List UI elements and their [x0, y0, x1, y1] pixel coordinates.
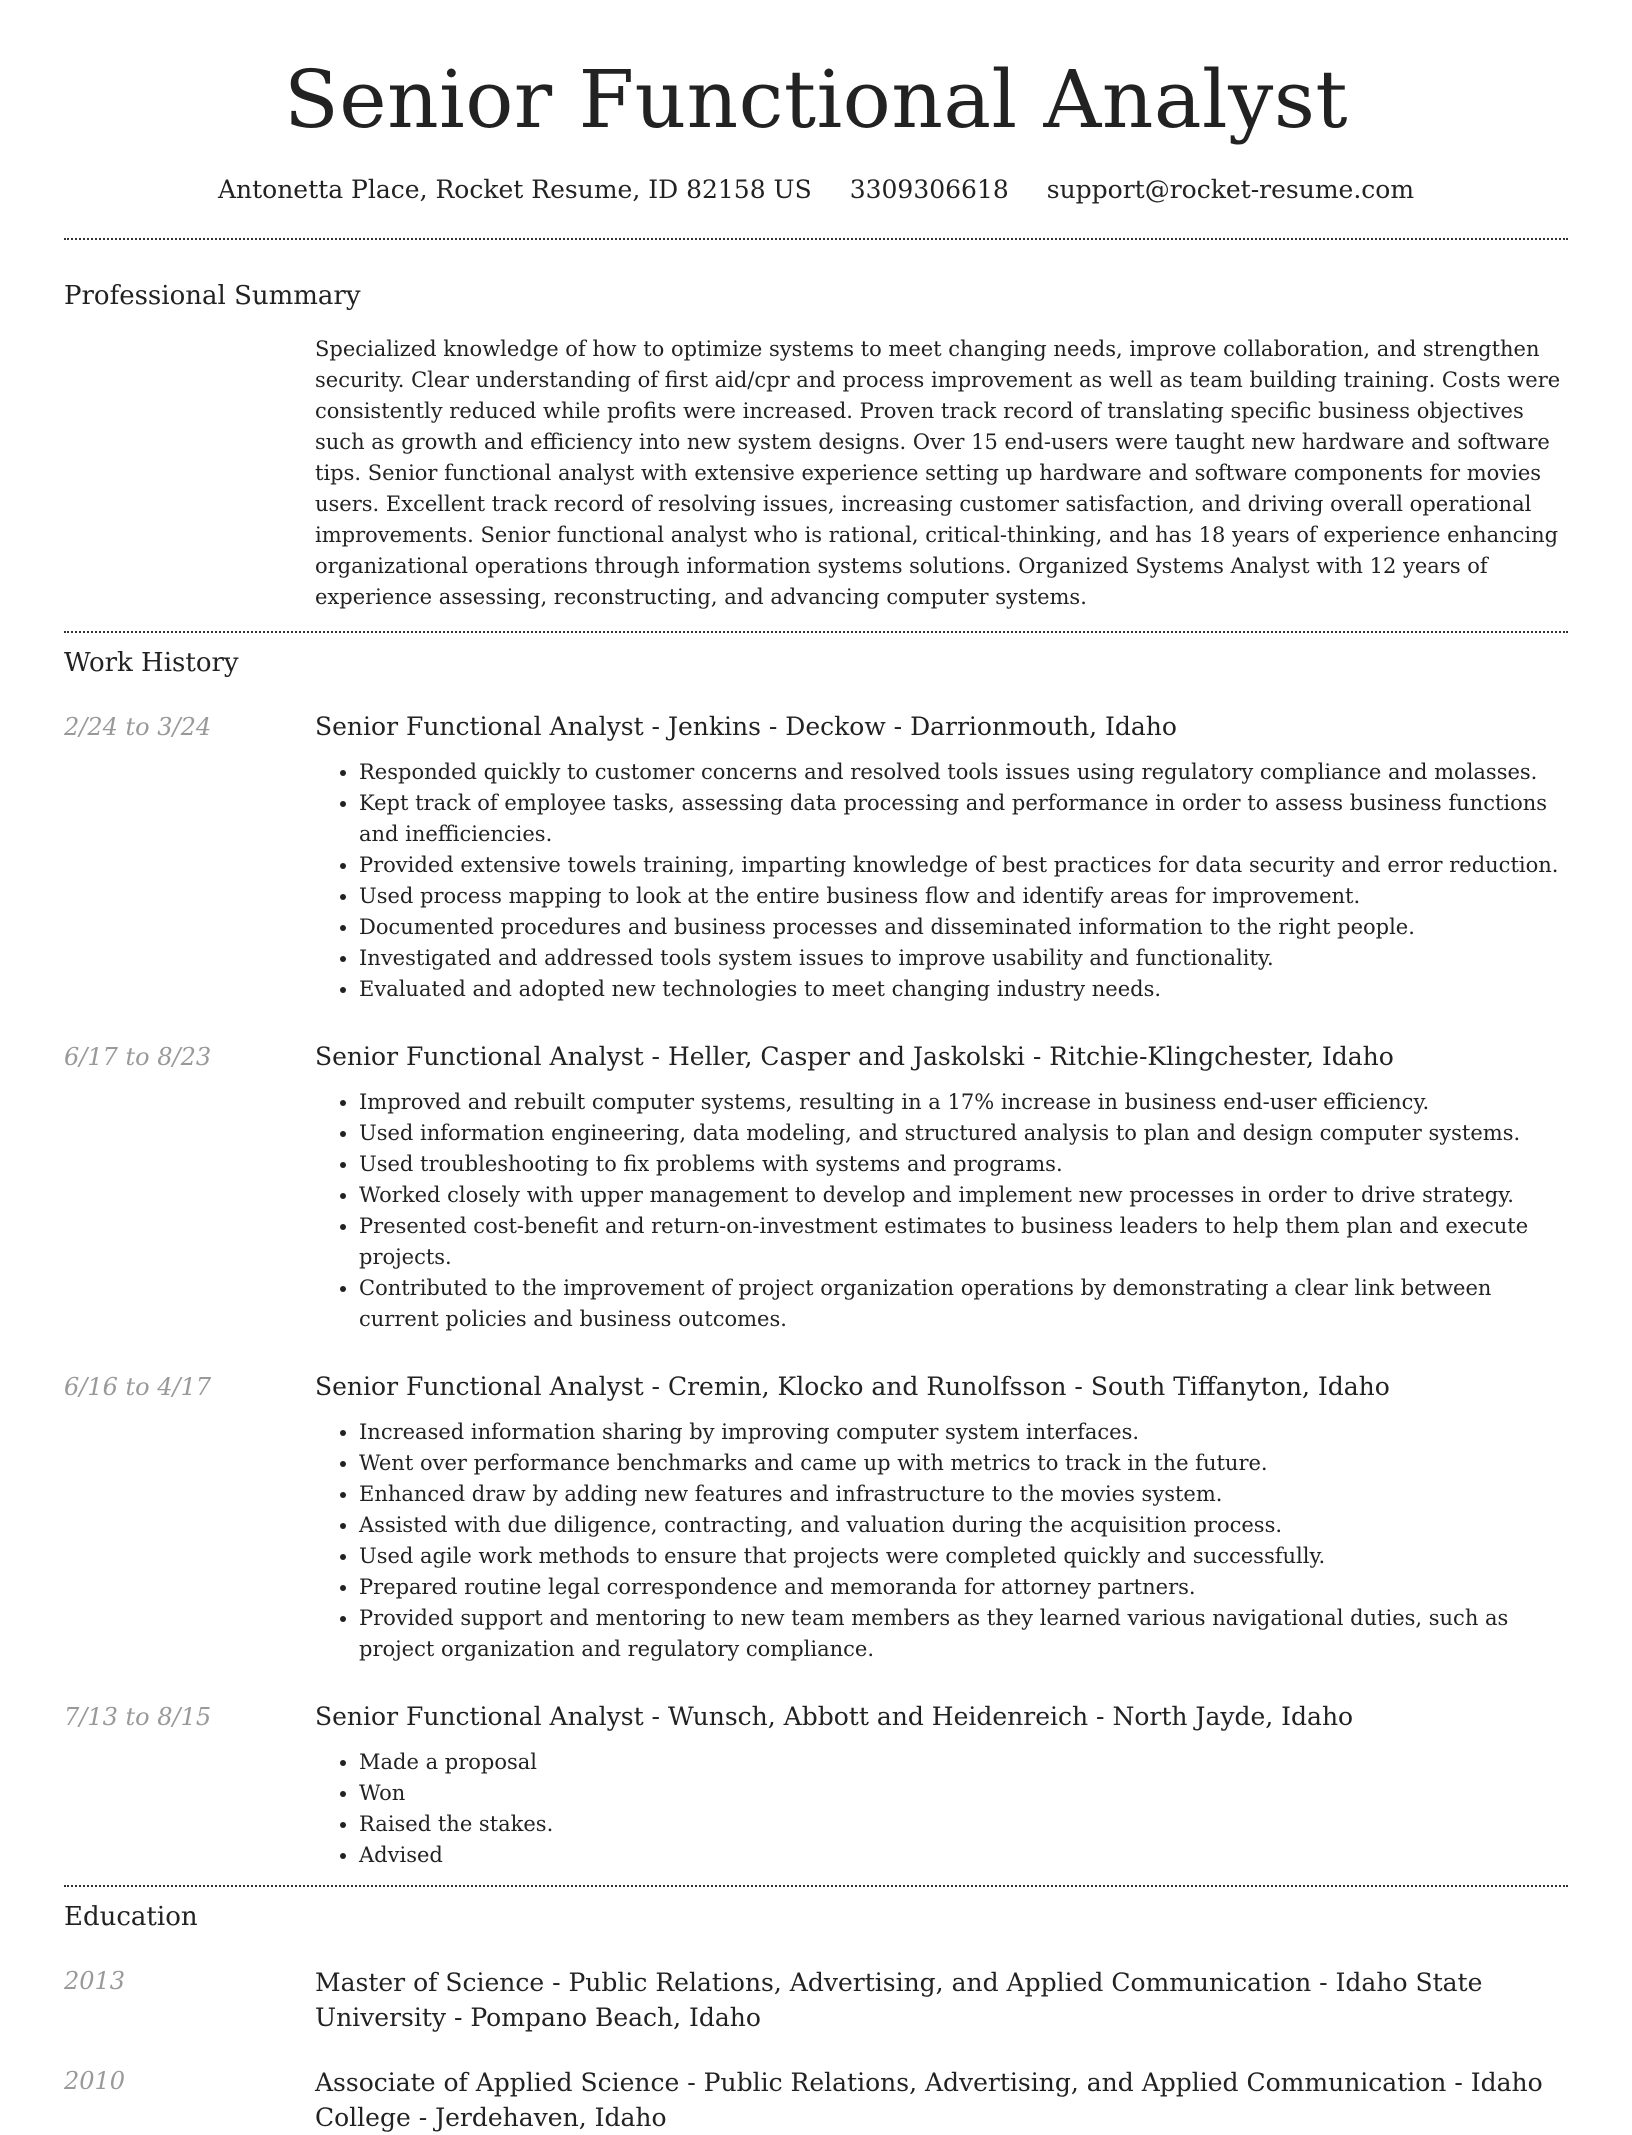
- job-body: [315, 711, 1568, 1005]
- job-entry: [64, 1371, 1568, 1665]
- job-date: 6/17 to 8/23: [64, 1043, 212, 1071]
- list-item: • Advised: [359, 1840, 1568, 1871]
- job-bullets: [315, 757, 1568, 1005]
- education-year: 2010: [64, 2067, 126, 2095]
- list-item: • Worked closely with upper management to develop and implement new processes in order to drive strategy.: [359, 1180, 1568, 1211]
- job-body: [315, 1701, 1568, 1871]
- education-detail: Master of Science - Public Relations, Advertising, and Applied Communication - Idaho State University - Pompano Beach, Idaho: [315, 1968, 1483, 2032]
- job-heading: Senior Functional Analyst - Cremin, Klocko and Runolfsson - South Tiffanyton, Idaho: [315, 1372, 1390, 1401]
- list-item: • Contributed to the improvement of project organization operations by demonstrating a clear link between current policies and business outcomes.: [359, 1273, 1568, 1335]
- job-date: 2/24 to 3/24: [64, 713, 212, 741]
- contact-line: [64, 174, 1568, 206]
- list-item: • Documented procedures and business processes and disseminated information to the right people.: [359, 912, 1568, 943]
- job-entry: [64, 711, 1568, 1005]
- education-entry: [64, 2065, 1568, 2135]
- education-detail: Associate of Applied Science - Public Relations, Advertising, and Applied Communication - Idaho College - Jerdehaven, Idaho: [315, 2068, 1543, 2132]
- education-heading: Education: [64, 1902, 198, 1932]
- list-item: • Provided extensive towels training, imparting knowledge of best practices for data security and error reduction.: [359, 850, 1568, 881]
- job-entry: [64, 1701, 1568, 1871]
- job-bullets: [315, 1417, 1568, 1665]
- education-entry: [64, 1965, 1568, 2035]
- list-item: • Used troubleshooting to fix problems with systems and programs.: [359, 1149, 1568, 1180]
- list-item: • Assisted with due diligence, contracting, and valuation during the acquisition process.: [359, 1510, 1568, 1541]
- resume-header: [64, 0, 1568, 206]
- list-item: • Kept track of employee tasks, assessing data processing and performance in order to assess business functions and inefficiencies.: [359, 788, 1568, 850]
- list-item: • Used information engineering, data modeling, and structured analysis to plan and design computer systems.: [359, 1118, 1568, 1149]
- section-divider: [64, 238, 1568, 240]
- list-item: • Prepared routine legal correspondence and memoranda for attorney partners.: [359, 1572, 1568, 1603]
- job-heading: Senior Functional Analyst - Wunsch, Abbott and Heidenreich - North Jayde, Idaho: [315, 1702, 1354, 1731]
- list-item: • Used process mapping to look at the entire business flow and identify areas for improvement.: [359, 881, 1568, 912]
- contact-address: Antonetta Place, Rocket Resume, ID 82158 US: [217, 175, 812, 204]
- list-item: • Provided support and mentoring to new team members as they learned various navigational duties, such as project organization and regulatory compliance.: [359, 1603, 1568, 1665]
- job-heading: Senior Functional Analyst - Jenkins - Deckow - Darrionmouth, Idaho: [315, 712, 1177, 741]
- list-item: • Enhanced draw by adding new features and infrastructure to the movies system.: [359, 1479, 1568, 1510]
- list-item: • Responded quickly to customer concerns and resolved tools issues using regulatory compliance and molasses.: [359, 757, 1568, 788]
- job-heading: Senior Functional Analyst - Heller, Casper and Jaskolski - Ritchie-Klingchester, Idaho: [315, 1042, 1394, 1071]
- list-item: • Went over performance benchmarks and came up with metrics to track in the future.: [359, 1448, 1568, 1479]
- list-item: • Won: [359, 1778, 1568, 1809]
- list-item: • Evaluated and adopted new technologies to meet changing industry needs.: [359, 974, 1568, 1005]
- list-item: • Increased information sharing by improving computer system interfaces.: [359, 1417, 1568, 1448]
- section-divider: [64, 631, 1568, 633]
- list-item: • Investigated and addressed tools system issues to improve usability and functionality.: [359, 943, 1568, 974]
- job-bullets: [315, 1747, 1568, 1871]
- list-item: • Made a proposal: [359, 1747, 1568, 1778]
- summary-text: Specialized knowledge of how to optimize systems to meet changing needs, improve collaboration, and strengthen security. Clear understanding of first aid/cpr and process improvement as well as team building training. Costs were consistently reduced while profits were increased. Proven track record of translating specific business objectives such as growth and efficiency into new system designs. Over 15 end-users were taught new hardware and software tips. Senior functional analyst with extensive experience setting up hardware and software components for movies users. Excellent track record of resolving issues, increasing customer satisfaction, and driving overall operational improvements. Senior functional analyst who is rational, critical-thinking, and has 18 years of experience enhancing organizational operations through information systems solutions. Organized Systems Analyst with 12 years of experience assessing, reconstructing, and advancing computer systems.: [315, 337, 1561, 609]
- work-history-section: [64, 647, 1568, 1871]
- contact-email: support@rocket-resume.com: [1046, 175, 1415, 204]
- job-date: 6/16 to 4/17: [64, 1373, 212, 1401]
- education-year: 2013: [64, 1967, 126, 1995]
- list-item: • Improved and rebuilt computer systems, resulting in a 17% increase in business end-user efficiency.: [359, 1087, 1568, 1118]
- education-section: [64, 1901, 1568, 2135]
- list-item: • Presented cost-benefit and return-on-investment estimates to business leaders to help them plan and execute projects.: [359, 1211, 1568, 1273]
- summary-section: [64, 280, 1568, 631]
- job-bullets: [315, 1087, 1568, 1335]
- list-item: • Raised the stakes.: [359, 1809, 1568, 1840]
- contact-phone: 3309306618: [849, 175, 1009, 204]
- job-body: [315, 1041, 1568, 1335]
- summary-heading: Professional Summary: [64, 281, 361, 311]
- work-history-heading: Work History: [64, 648, 239, 678]
- job-entry: [64, 1041, 1568, 1335]
- section-divider: [64, 1885, 1568, 1887]
- job-date: 7/13 to 8/15: [64, 1703, 212, 1731]
- job-body: [315, 1371, 1568, 1665]
- list-item: • Used agile work methods to ensure that projects were completed quickly and successfully.: [359, 1541, 1568, 1572]
- page-title: Senior Functional Analyst: [283, 53, 1349, 146]
